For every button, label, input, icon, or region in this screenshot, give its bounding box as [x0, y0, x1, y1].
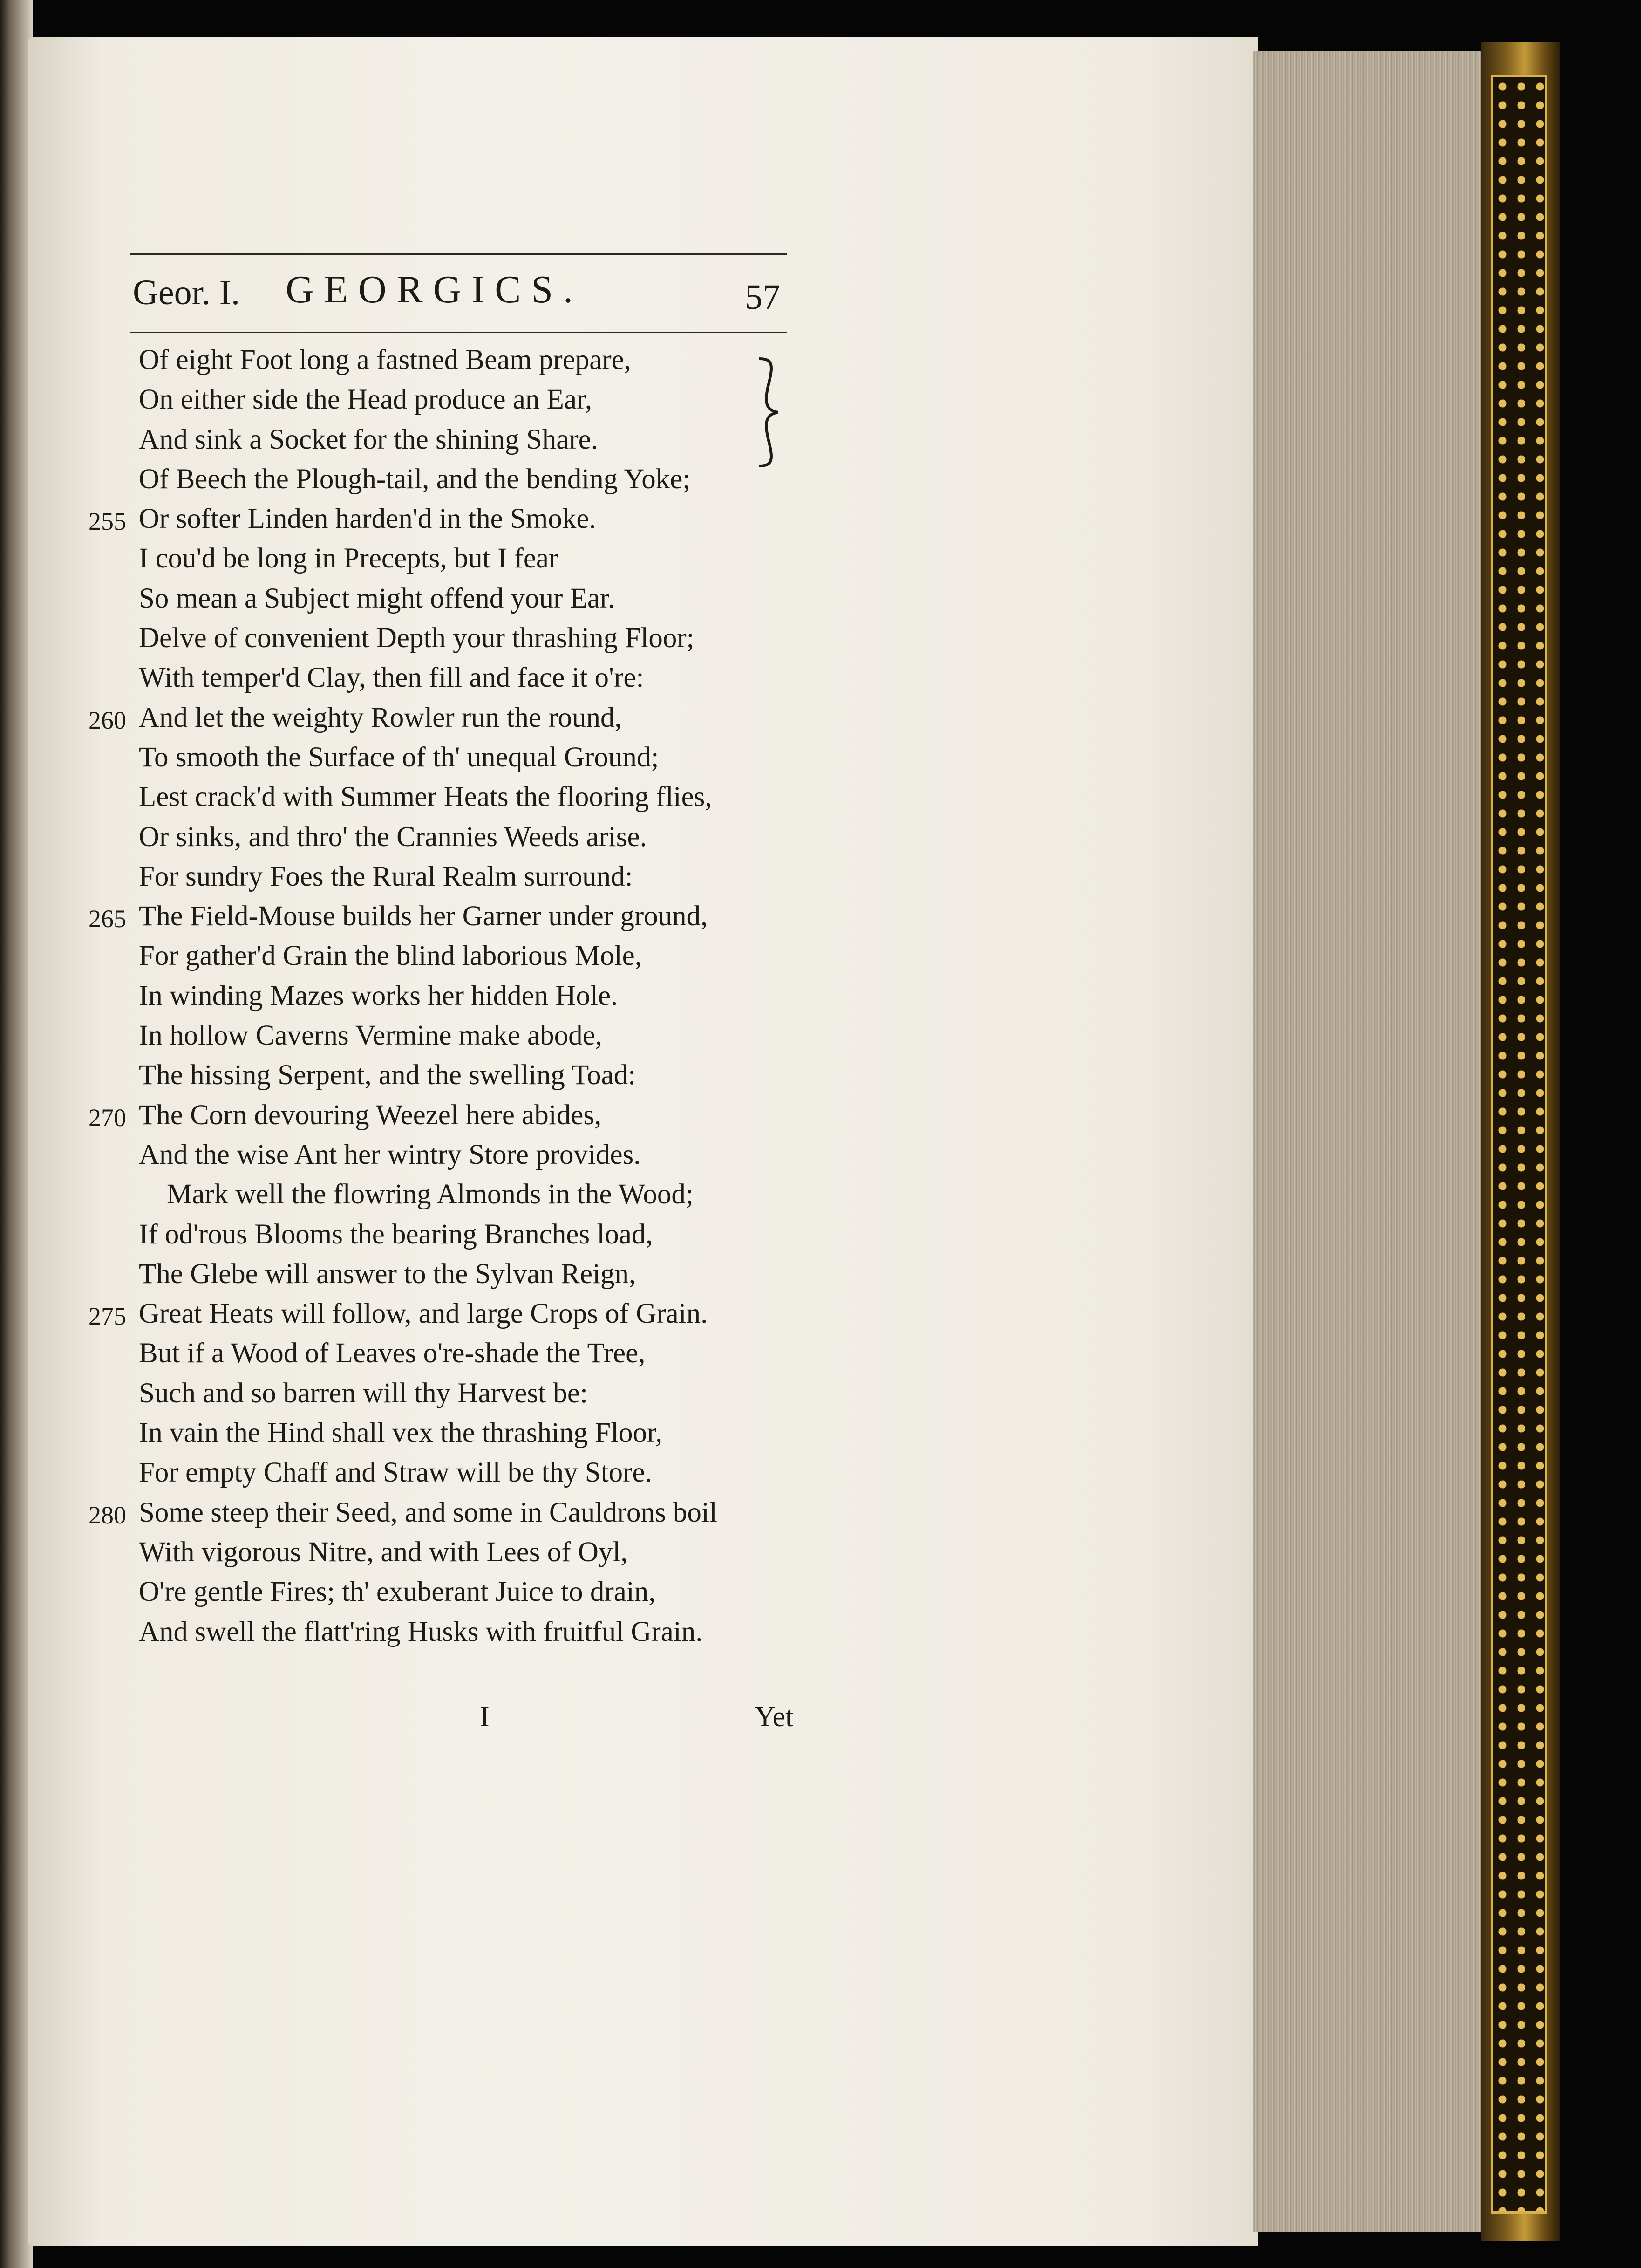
verse-line-text: So mean a Subject might offend your Ear.: [139, 582, 615, 614]
running-head: [133, 263, 785, 319]
verse-line: [89, 817, 815, 857]
verse-line-text: Or sinks, and thro' the Crannies Weeds arise.: [139, 821, 647, 853]
verse-line: [89, 1413, 815, 1453]
verse-line: [89, 420, 815, 459]
line-number: 265: [89, 905, 126, 933]
verse-line: [89, 618, 815, 658]
header-top-rule: [130, 253, 787, 255]
running-title: GEORGICS.: [286, 268, 584, 311]
verse-line-text: Lest crack'd with Summer Heats the flooring flies,: [139, 781, 712, 813]
catchword: Yet: [755, 1701, 794, 1733]
verse-line-text: And swell the flatt'ring Husks with fruitful Grain.: [139, 1616, 703, 1647]
page-number: 57: [745, 278, 780, 317]
verse-line-text: If od'rous Blooms the bearing Branches load,: [139, 1218, 653, 1250]
verse-line: [89, 738, 815, 777]
verse-line: [89, 698, 815, 738]
verse-line-text: And the wise Ant her wintry Store provides.: [139, 1139, 641, 1170]
verse-line: [89, 1373, 815, 1413]
verse-line: [89, 976, 815, 1016]
verse-line: [89, 539, 815, 578]
verse-line: [89, 1532, 815, 1572]
verse-line-text: For gather'd Grain the blind laborious Mole,: [139, 940, 642, 972]
verse-line: [89, 1095, 815, 1135]
verse-line: [89, 1294, 815, 1333]
verse-line: [89, 1055, 815, 1095]
signature-mark: I: [480, 1701, 490, 1733]
verse-line: [89, 857, 815, 896]
verse-line-text: With temper'd Clay, then fill and face it o're:: [139, 662, 644, 694]
verse-line: [89, 1135, 815, 1175]
verse-line-text: But if a Wood of Leaves o're-shade the Tree,: [139, 1338, 646, 1369]
verse-line-text: With vigorous Nitre, and with Lees of Oyl,: [139, 1536, 628, 1568]
verse-line-text: In winding Mazes works her hidden Hole.: [139, 980, 618, 1011]
verse-line-text: The Field-Mouse builds her Garner under ground,: [139, 901, 708, 932]
verse-line: [89, 658, 815, 697]
verse-line-text: To smooth the Surface of th' unequal Ground;: [139, 741, 659, 773]
verse-line-text: The hissing Serpent, and the swelling Toad:: [139, 1059, 636, 1091]
verse-line-text: Or softer Linden harden'd in the Smoke.: [139, 503, 596, 535]
verse-line-text: The Glebe will answer to the Sylvan Reign,: [139, 1258, 636, 1290]
verse-line-text: And sink a Socket for the shining Share.: [139, 424, 599, 455]
verse-line-text: The Corn devouring Weezel here abides,: [139, 1099, 602, 1131]
verse-line: [89, 459, 815, 499]
verse-line-text: For sundry Foes the Rural Realm surround:: [139, 861, 633, 892]
verse-line: [89, 1254, 815, 1294]
verse-line: [89, 936, 815, 976]
verse-line-text: In vain the Hind shall vex the thrashing Floor,: [139, 1417, 663, 1449]
verse-line: [89, 380, 815, 419]
line-number: 275: [89, 1302, 126, 1331]
verse-line-text: Great Heats will follow, and large Crops of Grain.: [139, 1298, 708, 1330]
verse-line-text: Mark well the flowring Almonds in the Wood;: [167, 1179, 694, 1210]
verse-line: [89, 1612, 815, 1652]
verse-line-text: O're gentle Fires; th' exuberant Juice to drain,: [139, 1576, 656, 1608]
verse-line: [89, 1333, 815, 1373]
verse-line: [89, 1493, 815, 1532]
verse-line: [89, 579, 815, 618]
verse-line-text: Such and so barren will thy Harvest be:: [139, 1377, 588, 1409]
verse-line-text: And let the weighty Rowler run the round,: [139, 702, 622, 733]
verse-line-text: I cou'd be long in Precepts, but I fear: [139, 543, 558, 574]
verse-line-text: In hollow Caverns Vermine make abode,: [139, 1020, 602, 1052]
header-bottom-rule: [130, 332, 787, 333]
verse-line-text: Of eight Foot long a fastned Beam prepare,: [139, 344, 632, 376]
page-block-edges: [1253, 51, 1486, 2232]
verse-line: [89, 1215, 815, 1254]
verse-line-text: Of Beech the Plough-tail, and the bending Yoke;: [139, 463, 691, 495]
verse-line: [89, 1175, 815, 1214]
verse-line: [89, 340, 815, 380]
line-number: 280: [89, 1501, 126, 1529]
verse-line-text: Some steep their Seed, and some in Cauldrons boil: [139, 1496, 717, 1528]
line-number: 270: [89, 1103, 126, 1132]
verse-line-text: Delve of convenient Depth your thrashing Floor;: [139, 622, 695, 654]
line-number: 260: [89, 706, 126, 734]
verse-line-text: For empty Chaff and Straw will be thy Store.: [139, 1457, 652, 1489]
line-number: 255: [89, 507, 126, 536]
verse-line: [89, 1572, 815, 1612]
verse-line: [89, 1016, 815, 1055]
verse-text: [89, 340, 815, 1652]
gilt-tooled-border: [1491, 75, 1547, 2214]
book-reference: Geor. I.: [133, 273, 240, 312]
verse-line: [89, 896, 815, 936]
verse-line-text: On either side the Head produce an Ear,: [139, 384, 592, 416]
verse-line: [89, 1453, 815, 1492]
verse-line: [89, 499, 815, 539]
verse-line: [89, 777, 815, 817]
